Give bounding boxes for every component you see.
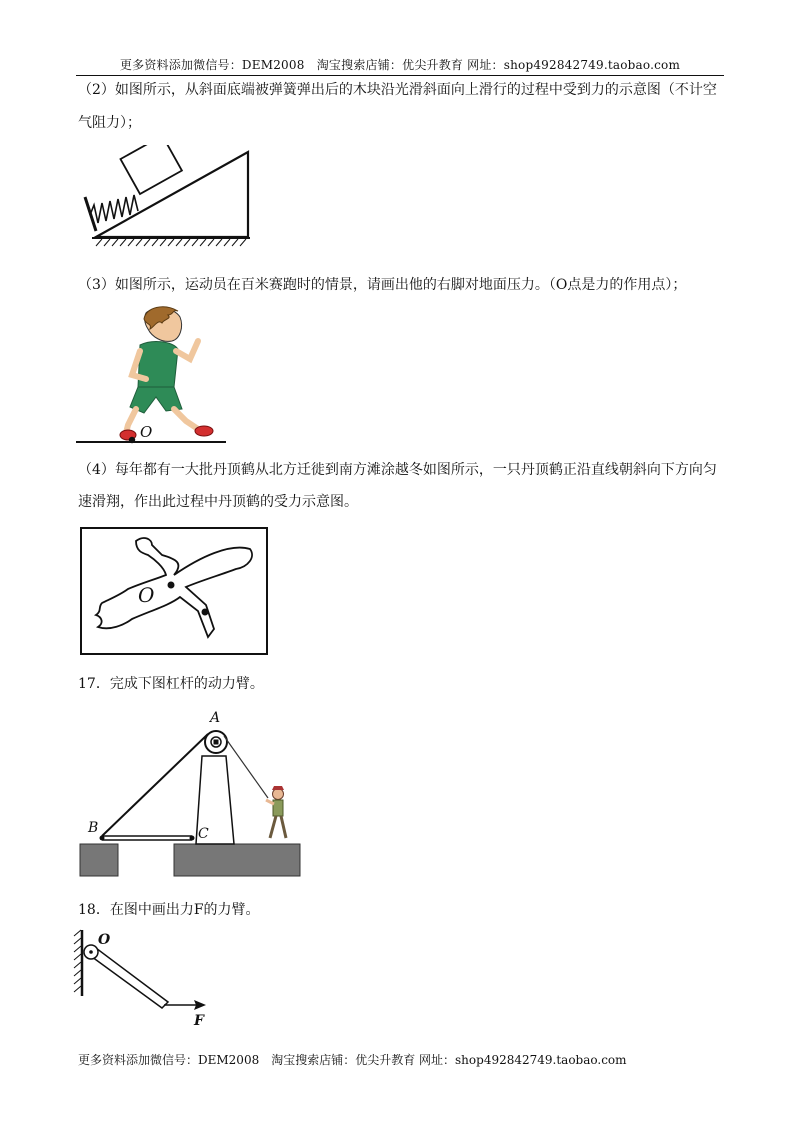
- rod-figure: [72, 926, 222, 1026]
- rod: [88, 948, 168, 1008]
- crane-figure: [80, 527, 268, 655]
- incline-spring-figure: [78, 145, 258, 247]
- rod-label-o: O: [98, 932, 111, 948]
- lever-figure: [78, 708, 304, 880]
- runner-figure: [74, 305, 234, 445]
- page-header: 更多资料添加微信号：DEM2008 淘宝搜索店铺：优尖升教育 网址：shop492842749.taobao.com: [119, 58, 681, 72]
- q4-text-line1: （4）每年都有一大批丹顶鹤从北方迁徙到南方滩涂越冬如图所示，一只丹顶鹤正沿直线朝斜向下方向匀: [78, 462, 717, 478]
- q4-text-line2: 速滑翔，作出此过程中丹顶鹤的受力示意图。: [78, 494, 358, 510]
- lever-label-c: C: [198, 826, 209, 842]
- crane-point-label: O: [138, 583, 155, 607]
- lever-label-a: A: [210, 710, 221, 726]
- person-icon: [266, 786, 286, 838]
- q3-text: （3）如图所示，运动员在百米赛跑时的情景，请画出他的右脚对地面压力。（O点是力的作用点）；: [78, 277, 687, 293]
- point-o-marker: [129, 437, 135, 443]
- ground-block-left: [80, 844, 118, 876]
- page-footer: 更多资料添加微信号：DEM2008 淘宝搜索店铺：优尖升教育 网址：shop492842749.taobao.com: [78, 1053, 627, 1067]
- rod-label-f: F: [194, 1013, 204, 1026]
- q18-text: 18．在图中画出力F的力臂。: [78, 902, 260, 918]
- q2-text-line1: （2）如图所示，从斜面底端被弹簧弹出后的木块沿光滑斜面向上滑行的过程中受到力的示意图（不计空: [78, 82, 717, 98]
- header-rule: [76, 75, 724, 76]
- q2-text-line2: 气阻力）；: [78, 115, 141, 131]
- ground-block-right: [174, 844, 300, 876]
- wooden-block: [120, 145, 181, 194]
- q17-text: 17．完成下图杠杆的动力臂。: [78, 676, 264, 692]
- lever-label-b: B: [88, 820, 99, 836]
- runner-point-label: O: [140, 423, 153, 441]
